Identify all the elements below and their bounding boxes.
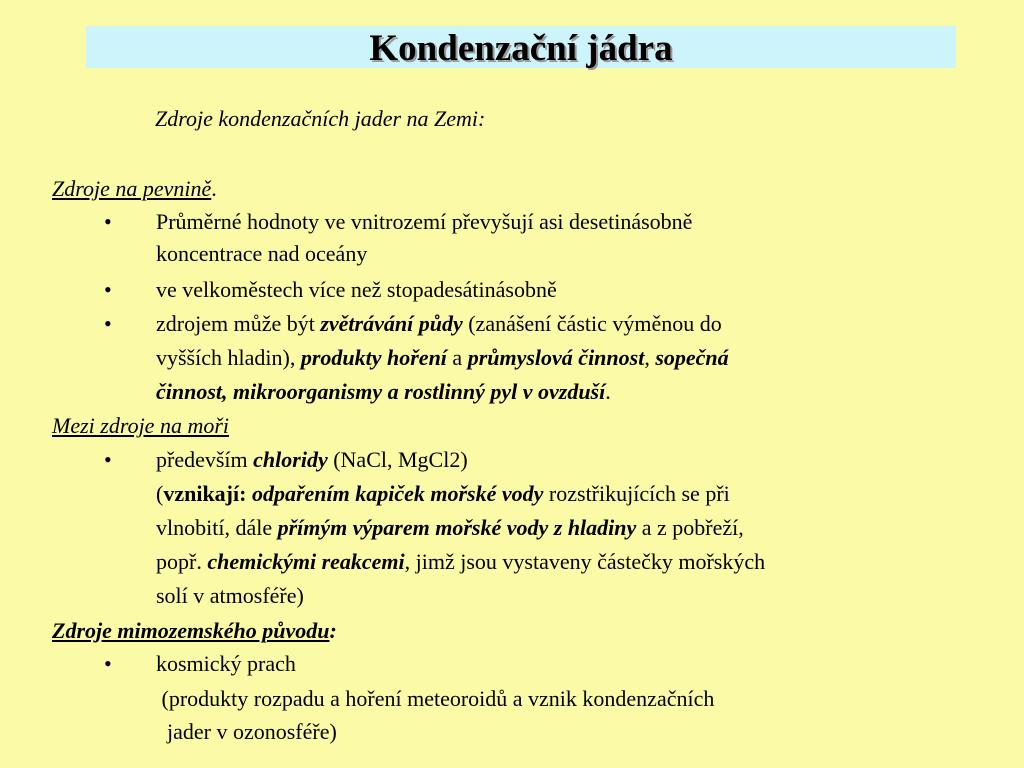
- sea-l2-b: vznikají:: [163, 481, 247, 506]
- sea-l3-b: přímým výparem mořské vody z hladiny: [277, 515, 637, 540]
- bullet-extra-1: •: [104, 651, 112, 676]
- sea-l3-c: a z pobřeží,: [636, 515, 744, 540]
- land-item3-h: ,: [644, 345, 656, 370]
- extra-item1: kosmický prach: [156, 651, 296, 676]
- land-heading: Zdroje na pevnině: [52, 176, 212, 201]
- sea-item1: [156, 447, 468, 473]
- extra-line3: jader v ozonosféře): [156, 719, 337, 744]
- land-item3-e: produkty hoření: [300, 345, 447, 370]
- extra-line2: (produkty rozpadu a hoření meteoroidů a vznik kondenzačních: [156, 686, 715, 711]
- land-item3-d: vyšších hladin),: [156, 345, 301, 370]
- sea-l2-a: (: [156, 481, 164, 506]
- land-item3-i: sopečná: [655, 345, 729, 370]
- sea-l3-a: vlnobití, dále: [156, 515, 278, 540]
- bullet-land-1: •: [104, 209, 112, 234]
- sea-line3: [156, 515, 744, 541]
- land-heading-suffix: .: [211, 176, 217, 201]
- land-item3-g: průmyslová činnost: [467, 345, 645, 370]
- sea-l2-d: odpařením kapiček mořské vody: [251, 481, 544, 506]
- land-item3-line2: [156, 345, 729, 371]
- sea-l4-c: , jimž jsou vystaveny částečky mořských: [404, 549, 766, 574]
- land-item3-j: činnost, mikroorganismy a rostlinný pyl v ovzduší: [156, 379, 606, 404]
- bullet-sea-1: •: [104, 447, 112, 472]
- land-heading-line: [52, 176, 217, 202]
- land-item3-b: zvětrávání půdy: [320, 311, 463, 336]
- land-item3-a: zdrojem může být: [156, 311, 321, 336]
- land-item3-c: (zanášení částic výměnou do: [462, 311, 722, 336]
- sea-line4: [156, 549, 765, 575]
- sea-item1-b: chloridy: [253, 447, 328, 472]
- sea-item1-a: především: [156, 447, 254, 472]
- sea-heading: Mezi zdroje na moři: [52, 413, 230, 438]
- land-item3-line3: [156, 379, 611, 405]
- sea-l2-e: rozstřikujících se při: [543, 481, 730, 506]
- extra-heading-suffix: :: [329, 618, 337, 643]
- land-item1-line2: koncentrace nad oceány: [156, 241, 368, 266]
- sea-l4-a: popř.: [156, 549, 208, 574]
- sea-line2: [156, 481, 730, 507]
- subtitle: Zdroje kondenzačních jader na Zemi:: [155, 106, 486, 131]
- land-item3-line1: [156, 311, 722, 337]
- slide-title: Kondenzační jádra: [369, 27, 673, 69]
- land-item1-line1: Průměrné hodnoty ve vnitrozemí převyšují asi desetinásobně: [156, 209, 693, 234]
- extra-heading-line: [52, 618, 337, 644]
- bullet-land-2: •: [104, 277, 112, 302]
- sea-line5: solí v atmosféře): [156, 583, 304, 608]
- land-item2: ve velkoměstech více než stopadesátinásobně: [156, 277, 557, 302]
- bullet-land-3: •: [104, 311, 112, 336]
- title-bar: [86, 26, 956, 68]
- land-item3-k: .: [605, 379, 611, 404]
- land-item3-f: a: [446, 345, 468, 370]
- sea-item1-c: (NaCl, MgCl2): [327, 447, 468, 472]
- sea-l4-b: chemickými reakcemi: [207, 549, 405, 574]
- extra-heading: Zdroje mimozemského původu: [52, 618, 330, 643]
